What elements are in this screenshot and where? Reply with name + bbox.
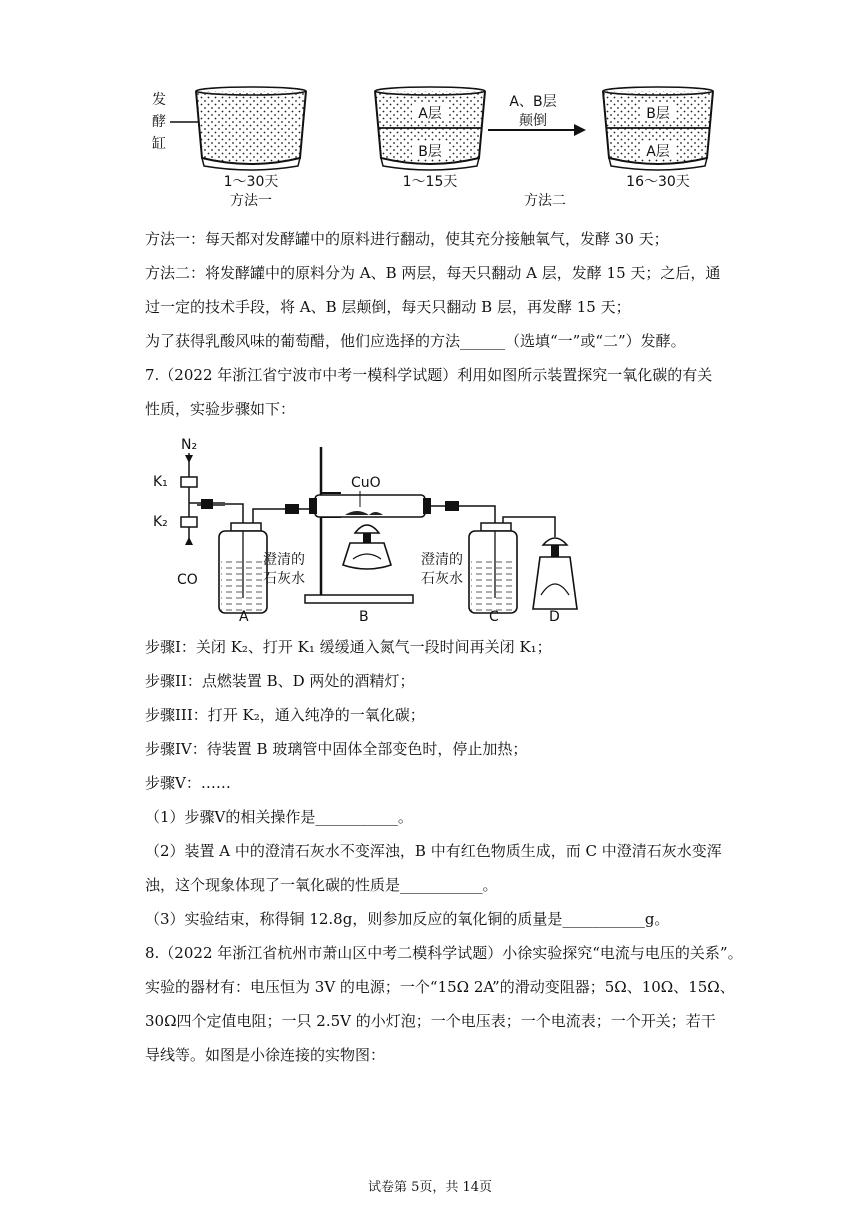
lamp-d <box>533 538 577 609</box>
method2-days2: 16～30天 <box>626 174 690 190</box>
q7-intro-1: 7.（2022 年浙江省宁波市中考一模科学试题）利用如图所示装置探究一氧化碳的有关 <box>145 366 713 384</box>
lime-c-line2: 石灰水 <box>421 571 463 587</box>
layer-b-label-2: B层 <box>646 106 670 122</box>
arrow-bottom-label: 颠倒 <box>519 113 547 129</box>
co-label: CO <box>177 572 198 588</box>
label-a: A <box>239 609 249 625</box>
sub-question-3: （3）实验结束，称得铜 12.8g，则参加反应的氧化铜的质量是___________g。 <box>145 910 670 928</box>
step-2: 步骤II：点燃装置 B、D 两处的酒精灯； <box>145 672 415 690</box>
layer-a-label: A层 <box>418 106 442 122</box>
vessel-method1 <box>196 87 306 170</box>
layer-b-label: B层 <box>418 144 442 160</box>
q8-line-1: 8.（2022 年浙江省杭州市萧山区中考二模科学试题）小徐实验探究“电流与电压的关系”。 <box>145 944 743 962</box>
arrow-head <box>574 124 586 136</box>
lime-c-line1: 澄清的 <box>421 552 463 568</box>
glass-tube-b <box>309 495 431 517</box>
n2-label: N₂ <box>181 437 198 453</box>
vessel-label: 发 <box>152 92 166 108</box>
label-b: B <box>359 609 369 625</box>
q7-intro-2: 性质，实验步骤如下： <box>145 400 296 418</box>
method2-text-1: 方法二：将发酵罐中的原料分为 A、B 两层，每天只翻动 A 层，发酵 15 天；之后，通 <box>145 264 721 282</box>
method2-days1: 1～15天 <box>402 174 458 190</box>
arrow-top-label: A、B层 <box>509 94 557 110</box>
label-d: D <box>549 609 560 625</box>
co-apparatus-figure <box>145 433 595 625</box>
k1-label: K₁ <box>153 474 168 490</box>
q6-question: 为了获得乳酸风味的葡萄醋，他们应选择的方法______（选填“一”或“二”）发酵。 <box>145 332 686 350</box>
svg-text:酵: 酵 <box>152 114 166 130</box>
step-3: 步骤III：打开 K₂，通入纯净的一氧化碳； <box>145 706 425 724</box>
q8-line-2: 实验的器材有：电压恒为 3V 的电源；一个“15Ω 2A”的滑动变阻器；5Ω、10Ω、15Ω、 <box>145 978 735 996</box>
layer-a-label-2: A层 <box>646 144 670 160</box>
sub-question-2-2: 浊，这个现象体现了一氧化碳的性质是___________。 <box>145 876 498 894</box>
svg-text:缸: 缸 <box>152 136 166 152</box>
lamp-b <box>343 525 391 569</box>
page-footer: 试卷第 5页，共 14页 <box>367 1180 493 1195</box>
method1-label: 方法一 <box>230 193 272 209</box>
sub-question-2-1: （2）装置 A 中的澄清石灰水不变浑浊，B 中有红色物质生成，而 C 中澄清石灰水变浑 <box>145 842 722 860</box>
k2-label: K₂ <box>153 514 168 530</box>
label-c: C <box>489 609 499 625</box>
method1-days: 1～30天 <box>223 174 279 190</box>
fermentation-figure <box>140 78 720 213</box>
method2-text-2: 过一定的技术手段，将 A、B 层颠倒，每天只翻动 B 层，再发酵 15 天； <box>145 298 631 316</box>
lime-a-line2: 石灰水 <box>263 571 305 587</box>
sub-question-1: （1）步骤V的相关操作是___________。 <box>145 808 413 826</box>
cuo-label: CuO <box>351 475 381 491</box>
step-4: 步骤IV：待装置 B 玻璃管中固体全部变色时，停止加热； <box>145 740 528 758</box>
step-5: 步骤V：…… <box>145 774 231 792</box>
method2-label: 方法二 <box>524 193 566 209</box>
q8-line-4: 导线等。如图是小徐连接的实物图： <box>145 1046 386 1064</box>
step-1: 步骤I：关闭 K₂、打开 K₁ 缓缓通入氮气一段时间再关闭 K₁； <box>145 638 552 656</box>
lime-a-line1: 澄清的 <box>263 552 305 568</box>
method1-text: 方法一：每天都对发酵罐中的原料进行翻动，使其充分接触氧气，发酵 30 天； <box>145 230 669 248</box>
q8-line-3: 30Ω四个定值电阻；一只 2.5V 的小灯泡；一个电压表；一个电流表；一个开关；若干 <box>145 1012 716 1030</box>
